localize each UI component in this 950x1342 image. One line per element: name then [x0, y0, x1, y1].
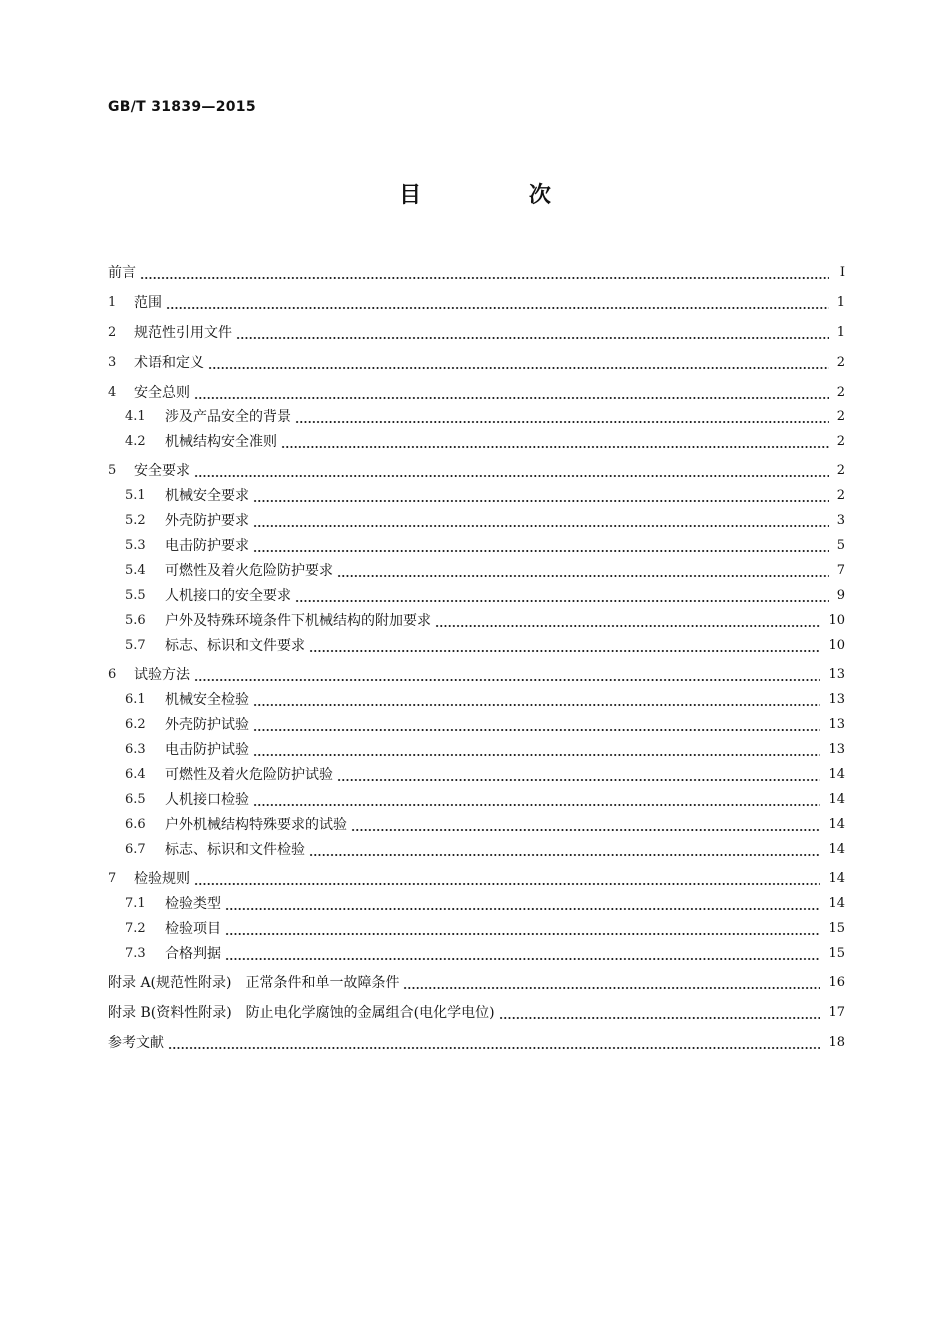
toc-entry[interactable] — [125, 712, 845, 734]
toc-entry-number: 3 — [108, 355, 117, 370]
toc-entry[interactable] — [125, 404, 845, 426]
toc-entry-page: 13 — [828, 692, 845, 707]
toc-entry-number: 6.7 — [125, 842, 146, 857]
dot-leader — [435, 612, 820, 630]
dot-leader — [403, 974, 820, 992]
toc-entry[interactable] — [125, 583, 845, 605]
toc-entry-page: 2 — [836, 385, 845, 400]
toc-entry-page: 2 — [836, 463, 845, 478]
toc-entry-page: 17 — [828, 1005, 845, 1020]
toc-entry-number: 6.3 — [125, 742, 146, 757]
toc-entry-page: 14 — [828, 871, 845, 886]
toc-entry-number: 7.2 — [125, 921, 146, 936]
toc-entry-page: 13 — [828, 742, 845, 757]
toc-entry-label: 检验规则 — [134, 871, 190, 887]
toc-entry[interactable] — [125, 633, 845, 655]
dot-leader — [281, 433, 829, 451]
toc-entry-number: 5.3 — [125, 538, 146, 553]
dot-leader — [253, 691, 820, 709]
dot-leader — [166, 294, 829, 312]
toc-entry-label: 标志、标识和文件检验 — [165, 842, 305, 858]
toc-entry[interactable] — [125, 558, 845, 580]
toc-entry-page: 14 — [828, 792, 845, 807]
toc-entry-page: 1 — [836, 325, 845, 340]
dot-leader — [236, 324, 829, 342]
toc-entry-label: 户外及特殊环境条件下机械结构的附加要求 — [165, 613, 431, 629]
dot-leader — [295, 408, 829, 426]
toc-entry[interactable] — [108, 662, 845, 684]
toc-entry-number: 7 — [108, 871, 117, 886]
toc-entry[interactable] — [108, 970, 845, 992]
dot-leader — [194, 870, 820, 888]
toc-entry-page: 1 — [836, 295, 845, 310]
toc-entry-page: 9 — [836, 588, 845, 603]
toc-entry-label: 机械结构安全准则 — [165, 434, 277, 450]
toc-entry[interactable] — [125, 891, 845, 913]
toc-entry-label: 术语和定义 — [134, 355, 204, 371]
dot-leader — [295, 587, 829, 605]
toc-entry-page: 2 — [836, 488, 845, 503]
toc-entry-number: 5.4 — [125, 563, 146, 578]
dot-leader — [194, 666, 820, 684]
toc-entry-label: 涉及产品安全的背景 — [165, 409, 291, 425]
toc-entry-number: 6.1 — [125, 692, 146, 707]
toc-entry-number: 6.4 — [125, 767, 146, 782]
toc-entry-page: 7 — [836, 563, 845, 578]
toc-entry-label: 外壳防护要求 — [165, 513, 249, 529]
toc-entry-label: 机械安全检验 — [165, 692, 249, 708]
toc-entry-label: 可燃性及着火危险防护试验 — [165, 767, 333, 783]
toc-entry-page: 5 — [836, 538, 845, 553]
toc-entry-label: 检验项目 — [165, 921, 221, 937]
toc-entry-number: 2 — [108, 325, 117, 340]
toc-entry[interactable] — [108, 380, 845, 402]
toc-entry-page: 14 — [828, 817, 845, 832]
toc-entry-page: 3 — [836, 513, 845, 528]
toc-entry-label: 范围 — [134, 295, 162, 311]
toc-entry-label: 电击防护试验 — [165, 742, 249, 758]
toc-entry-page: 14 — [828, 896, 845, 911]
toc-entry[interactable] — [125, 429, 845, 451]
toc-entry-page: 16 — [828, 975, 845, 990]
toc-entry-page: 13 — [828, 667, 845, 682]
toc-entry-label: 机械安全要求 — [165, 488, 249, 504]
dot-leader — [253, 791, 820, 809]
toc-entry-label: 人机接口的安全要求 — [165, 588, 291, 604]
toc-entry-page: Ⅰ — [839, 265, 845, 280]
toc-entry-number: 5.6 — [125, 613, 146, 628]
toc-entry-number: 6.6 — [125, 817, 146, 832]
toc-entry-number: 6.2 — [125, 717, 146, 732]
toc-entry[interactable] — [125, 483, 845, 505]
toc-entry[interactable] — [108, 320, 845, 342]
toc-entry-label: 试验方法 — [134, 667, 190, 683]
toc-entry-label: 附录 A(规范性附录) 正常条件和单一故障条件 — [108, 975, 400, 991]
toc-entry[interactable] — [108, 866, 845, 888]
dot-leader — [225, 920, 820, 938]
toc-entry-label: 安全要求 — [134, 463, 190, 479]
toc-entry[interactable] — [125, 837, 845, 859]
toc-entry-page: 10 — [828, 613, 845, 628]
dot-leader — [309, 841, 820, 859]
page-title: 目 次 — [399, 183, 601, 208]
dot-leader — [225, 945, 820, 963]
toc-entry[interactable] — [125, 508, 845, 530]
dot-leader — [253, 716, 820, 734]
toc-entry-label: 户外机械结构特殊要求的试验 — [165, 817, 347, 833]
dot-leader — [253, 741, 820, 759]
toc-entry[interactable] — [125, 608, 845, 630]
toc-entry-number: 7.3 — [125, 946, 146, 961]
toc-entry-number: 5.5 — [125, 588, 146, 603]
toc-entry-label: 电击防护要求 — [165, 538, 249, 554]
toc-entry[interactable] — [108, 458, 845, 480]
dot-leader — [309, 637, 820, 655]
toc-entry-page: 15 — [828, 921, 845, 936]
toc-entry-page: 13 — [828, 717, 845, 732]
toc-entry[interactable] — [108, 1030, 845, 1052]
dot-leader — [499, 1004, 821, 1022]
toc-entry-number: 4 — [108, 385, 117, 400]
dot-leader — [140, 264, 829, 282]
dot-leader — [253, 512, 829, 530]
toc-entry-number: 4.2 — [125, 434, 146, 449]
toc-entry[interactable] — [125, 533, 845, 555]
toc-entry-page: 18 — [828, 1035, 845, 1050]
toc-entry-number: 6.5 — [125, 792, 146, 807]
dot-leader — [337, 766, 820, 784]
toc-entry-label: 检验类型 — [165, 896, 221, 912]
toc-entry-page: 14 — [828, 767, 845, 782]
dot-leader — [194, 384, 829, 402]
standard-code: GB/T 31839—2015 — [108, 99, 256, 115]
toc-entry-page: 14 — [828, 842, 845, 857]
toc-entry-number: 5 — [108, 463, 117, 478]
toc-entry[interactable] — [125, 812, 845, 834]
toc-entry-label: 标志、标识和文件要求 — [165, 638, 305, 654]
toc-entry-number: 1 — [108, 295, 117, 310]
toc-entry[interactable] — [125, 687, 845, 709]
toc-entry[interactable] — [125, 762, 845, 784]
toc-entry-label: 安全总则 — [134, 385, 190, 401]
toc-entry-label: 前言 — [108, 265, 136, 281]
toc-entry[interactable] — [125, 787, 845, 809]
toc-entry-page: 15 — [828, 946, 845, 961]
toc-entry-number: 6 — [108, 667, 117, 682]
toc-entry-label: 附录 B(资料性附录) 防止电化学腐蚀的金属组合(电化学电位) — [108, 1005, 495, 1021]
dot-leader — [253, 487, 829, 505]
dot-leader — [194, 462, 829, 480]
toc-entry-label: 规范性引用文件 — [134, 325, 232, 341]
toc-entry-label: 外壳防护试验 — [165, 717, 249, 733]
toc-entry-number: 5.1 — [125, 488, 146, 503]
toc-entry-page: 2 — [836, 409, 845, 424]
toc-entry-label: 人机接口检验 — [165, 792, 249, 808]
toc-entry-page: 10 — [828, 638, 845, 653]
dot-leader — [337, 562, 829, 580]
toc-entry-number: 4.1 — [125, 409, 146, 424]
toc-entry[interactable] — [125, 941, 845, 963]
dot-leader — [208, 354, 829, 372]
dot-leader — [253, 537, 829, 555]
toc-entry-label: 参考文献 — [108, 1035, 164, 1051]
toc-entry[interactable] — [108, 1000, 845, 1022]
toc-entry-number: 5.7 — [125, 638, 146, 653]
toc-entry-label: 可燃性及着火危险防护要求 — [165, 563, 333, 579]
toc-entry[interactable] — [108, 290, 845, 312]
toc-entry[interactable] — [125, 737, 845, 759]
toc-entry[interactable] — [125, 916, 845, 938]
dot-leader — [168, 1034, 820, 1052]
toc-entry-number: 5.2 — [125, 513, 146, 528]
dot-leader — [351, 816, 820, 834]
toc-entry[interactable] — [108, 350, 845, 372]
toc-entry-page: 2 — [836, 355, 845, 370]
toc-entry-number: 7.1 — [125, 896, 146, 911]
toc-entry-page: 2 — [836, 434, 845, 449]
toc-entry-label: 合格判据 — [165, 946, 221, 962]
dot-leader — [225, 895, 820, 913]
toc-entry[interactable] — [108, 260, 845, 282]
